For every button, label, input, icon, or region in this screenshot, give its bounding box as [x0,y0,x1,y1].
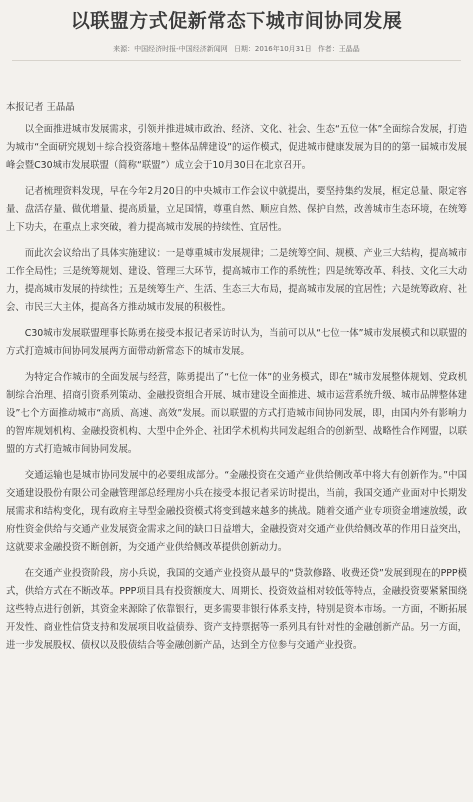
paragraph-4: C30城市发展联盟理事长陈勇在接受本报记者采访时认为，当前可以从“七位一体”城市发展模式和以联盟的方式打造城市间协同发展两方面带动新常态下的城市发展。 [6,328,467,357]
article-body [6,121,467,655]
reporter-line: 本报记者 王晶晶 [6,102,75,113]
paragraph-6: 交通运输也是城市协同发展中的必要组成部分。“金融投资在交通产业供给侧改革中将大有创新作为。”中国交通建设股份有限公司金融管理部总经理房小兵在接受本报记者采访时提出，当前，我国交通产业面对中长期发展需求和结构变化，现有政府主导型金融投资模式将变到越来越多的挑战。随着交通产业专项资金增速放缓，政府性资金供给与交通产业发展资金需求之间的缺口日益增大，金融投资对交通产业供给侧改革的作用日益突出，这就要求金融投资不断创新，为交通产业供给侧改革提供创新动力。 [6,470,467,553]
paragraph-3: 而此次会议给出了具体实施建议：一是尊重城市发展规律；二是统筹空间、规模、产业三大结构，提高城市工作全局性；三是统筹规划、建设、管理三大环节，提高城市工作的系统性；四是统筹改革、科技、文化三大动力，提高城市发展的持续性；五是统筹生产、生活、生态三大布局，提高城市发展的宜居性；六是统筹政府、社会、市民三大主体，提高各方推动城市发展的积极性。 [6,248,467,313]
article-title: 以联盟方式促新常态下城市间协同发展 [70,10,403,32]
article-date: 日期：2016年10月31日 [233,45,312,53]
paragraph-2: 记者梳理资料发现，早在今年2月20日的中央城市工作会议中就提出，要坚持集约发展，框定总量、限定容量、盘活存量、做优增量、提高质量，立足国情，尊重自然、顺应自然、保护自然，改善城市生态环境，在统筹上下功夫，在重点上求突破，着力提高城市发展的持续性、宜居性。 [6,186,467,233]
paragraph-1: 以全面推进城市发展需求，引领并推进城市政治、经济、文化、社会、生态“五位一体”全面综合发展，打造为城市“全面研究规划＋综合投资落地＋整体品牌建设”的运作模式，促进城市健康发展为目的的第一届城市发展峰会暨C30城市发展联盟（简称“联盟”）成立会于10月30日在北京召开。 [6,124,467,171]
article-source: 来源：中国经济时报-中国经济新闻网 [113,45,228,53]
article-meta [12,38,461,61]
header-gap [6,61,467,99]
paragraph-7: 在交通产业投资阶段，房小兵说，我国的交通产业投资从最早的“贷款修路、收费还贷”发展到现在的PPP模式，供给方式在不断改革。PPP项目具有投资额度大、周期长、投资效益相对较低等特点，金融投资要紧紧围绕这些特点进行创新，其资金来源除了依靠银行，更多需要非银行体系支持，特别是资本市场。一方面，不断拓展开发性、商业性信贷支持和发展项目收益债券、资产支持票据等一系列具有针对性的金融创新产品。另一方面，进一步发展股权、债权以及股债结合等金融创新产品，达到全方位参与交通产业投资。 [6,568,467,651]
article-author: 作者：王晶晶 [317,45,360,53]
paragraph-5: 为特定合作城市的全面发展与经营，陈勇提出了“七位一体”的业务模式，即在“城市发展整体规划、党政机制综合治理、招商引资系列策动、金融投资组合开展、城市建设全面推进、城市运营系统升级、城市品牌整体建设”七个方面推动城市“高质、高速、高效”发展。而以联盟的方式打造城市间协同发展，即，由国内外有影响力的智库规划机构、金融投资机构、大型中企外企、社团学术机构共同发起组合的创新型、战略性合作网盟，以联盟的方式打造城市间协同发展。 [6,372,467,455]
